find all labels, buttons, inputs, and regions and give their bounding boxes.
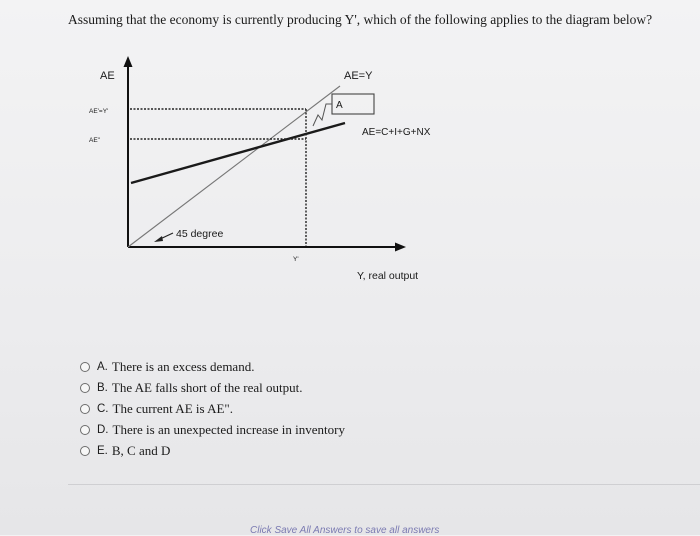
x-axis-label: Y, real output — [357, 270, 419, 282]
option-e-text: B, C and D — [111, 442, 171, 458]
y-axis-arrow — [124, 56, 133, 67]
option-a[interactable] — [80, 356, 345, 377]
option-a-text: There is an excess demand. — [111, 358, 255, 374]
option-e-radio[interactable] — [80, 446, 90, 456]
option-c[interactable] — [80, 398, 345, 419]
ae-dprime-label: AE" — [89, 137, 100, 144]
question-text: Assuming that the economy is currently producing Y', which of the following applies to the diagram below? — [68, 12, 653, 27]
option-c-letter: C. — [97, 402, 109, 415]
option-d-letter: D. — [97, 423, 109, 436]
option-c-text: The current AE is AE". — [112, 400, 233, 416]
y-prime-label: Y' — [293, 256, 299, 263]
option-c-radio[interactable] — [80, 404, 90, 414]
divider — [68, 484, 700, 485]
45-degree-line — [128, 86, 340, 247]
option-d-text: There is an unexpected increase in inventory — [112, 421, 345, 437]
point-a-label: A — [336, 100, 343, 111]
ae-line-label: AE=C+I+G+NX — [362, 127, 431, 138]
x-axis-arrow — [395, 243, 406, 252]
degree-pointer-head — [154, 236, 163, 242]
option-e[interactable] — [80, 440, 345, 461]
option-e-letter: E. — [97, 444, 108, 457]
save-all-answers-link[interactable]: Click Save All Answers to save all answers — [250, 525, 440, 536]
option-b-letter: B. — [97, 381, 108, 394]
option-b-text: The AE falls short of the real output. — [111, 379, 303, 395]
answer-options — [80, 356, 345, 461]
ae-eq-y-label: AE=Y — [344, 70, 373, 82]
option-d-radio[interactable] — [80, 425, 90, 435]
point-a-pointer — [313, 104, 332, 126]
option-b[interactable] — [80, 377, 345, 398]
option-b-radio[interactable] — [80, 383, 90, 393]
degree-label: 45 degree — [176, 228, 224, 240]
option-a-radio[interactable] — [80, 362, 90, 372]
option-a-letter: A. — [97, 360, 108, 373]
y-axis-label: AE — [100, 70, 115, 82]
ae-y-prime-label: AE'=Y' — [89, 108, 109, 115]
ae-line — [131, 123, 345, 183]
option-d[interactable] — [80, 419, 345, 440]
